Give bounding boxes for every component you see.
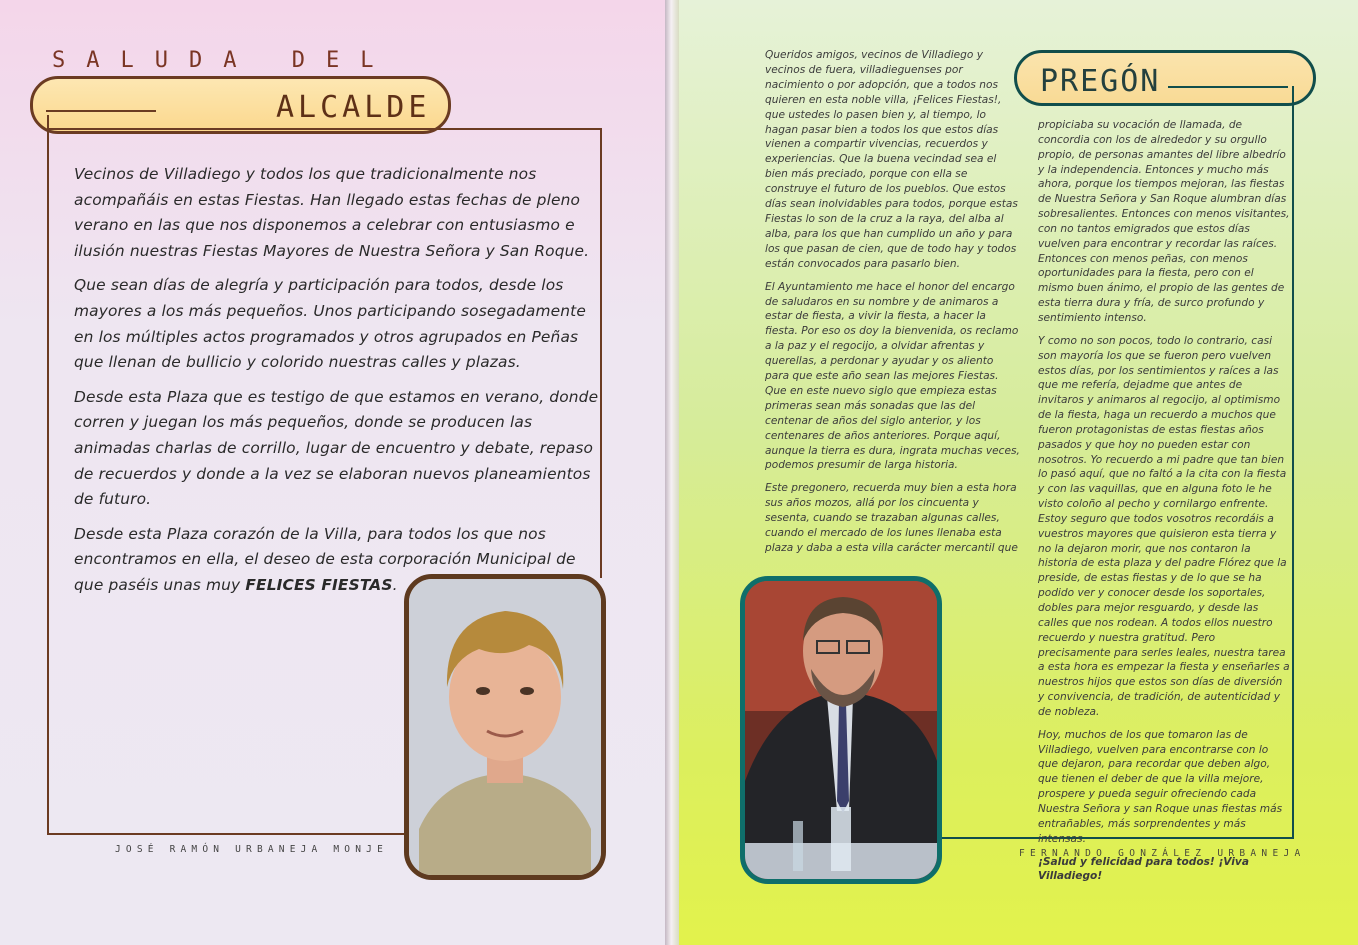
closing-period: . <box>392 575 398 594</box>
page-spine <box>665 0 679 945</box>
mayor-greeting-text <box>74 162 602 608</box>
pregon-title-rule <box>1168 86 1288 88</box>
section-title-main: ALCALDE <box>276 90 431 125</box>
text-frame-top <box>47 128 602 130</box>
paragraph: Hoy, muchos de los que tomaron las de Villadiego, vuelven para encontrarse con lo que dejaron, para recordar que deben algo, que tienen el deber de que la villa mejore, prospere y pueda seguir ofreciendo cada Nuestra Señora y san Roque unas fiestas más entrañables, más sorprendentes y más intensas. <box>1038 728 1283 845</box>
paragraph: Desde esta Plaza que es testigo de que estamos en verano, donde corren y juegan los más pequeños, donde se producen las animadas charlas de corrillo, lugar de encuentro y debate, repaso de recuerdos y donde a la vez se elaboran nuevos planeamientos de futuro. <box>74 387 599 509</box>
paragraph: propiciaba su vocación de llamada, de concordia con los de alrededor y su orgullo propio, de personas amantes del libre albedrío y la independencia. Entonces y mucho más ahora, porque los tiempos mejoran, las fiestas de Nuestra Señora y San Roque alumbran días sobresalientes. Entonces con menos visitantes, con no tantos emigrados que estos días vuelven para encontrar y recordar las raíces. Entonces con menos peñas, con menos oportunidades para la fiesta, pero con el mismo buen ánimo, el propio de las gentes de esta tierra dura y fría, de surco profundo y sentimiento intenso. <box>1038 119 1290 324</box>
paragraph: Queridos amigos, vecinos de Villadiego y vecinos de fuera, villadieguenses por nacimiento o por adopción, que a todos nos quieren en esta noble villa, ¡Felices Fiestas!, que ustedes lo pasen bien y, al tiempo, lo hagan pasar bien a todos los que estos días vienen a compartir vivencias, recuerdos y experiencias. Que la buena vecindad sea el bien más preciado, porque con ella se construye el futuro de los pueblos. Que estos días sean inolvidables para todos, porque estas Fiestas lo son de la cruz a la raya, del alba al alba, para los que han cumplido un año y para los que pasan de cien, que de todo hay y todos están convocados para pasarlo bien. <box>765 49 1018 270</box>
closing-text: Desde esta Plaza corazón de la Villa, para todos los que nos encontramos en ella, el deseo de esta corporación Municipal de que paséis unas muy <box>74 524 576 594</box>
speaker-portrait <box>740 576 942 884</box>
paragraph: Que sean días de alegría y participación para todos, desde los mayores a los más pequeños. Unos participando sosegadamente en los múltiples actos programados y otros agrupados en Peñas que llenan de bullicio y colorido nuestras calles y plazas. <box>74 276 586 372</box>
felices-fiestas: FELICES FIESTAS <box>245 575 393 594</box>
speaker-name-caption: FERNANDO GONZÁLEZ URBANEJA <box>1019 848 1306 859</box>
pregon-title: PREGÓN <box>1040 64 1161 99</box>
paragraph: Y como no son pocos, todo lo contrario, casi son mayoría los que se fueron pero vuelven estos días, por los sentimientos y raíces a las que me refería, dejadme que antes de invitaros y animaros al regocijo, al optimismo de la fiesta, haga un recuerdo a muchos que fueron protagonistas de estas fiestas años pasados y que hoy no pueden estar con nosotros. Yo recuerdo a mi padre que tan bien lo pasó aquí, que no faltó a la cita con la fiesta y con las vaquillas, que en alguna foto le he visto coloño al pecho y cornilargo enfrente. Estoy seguro que todos vosotros recordáis a vuestros mayores que quisieron esta tierra y no la dejaron morir, que nos contaron la historia de esta plaza y del padre Flórez que la preside, de estas fiestas y de lo que se ha podido ver y conocer desde los soportales, dobles para mejor resguardo, y desde las calles que nos rodean. A todos ellos nuestro recuerdo y nuestra gratitud. Pero precisamente para serles leales, nuestra tarea a esta hora es empezar la fiesta y enseñarles a nuestros hijos que estos son días de diversión y convivencia, de tradición, de autenticidad y de nobleza. <box>1038 334 1290 718</box>
mayor-portrait <box>404 574 606 880</box>
closing-cheer: ¡Salud y felicidad para todos! ¡Viva Villadiego! <box>1038 855 1249 883</box>
paragraph: El Ayuntamiento me hace el honor del encargo de saludaros en su nombre y de animaros a estar de fiesta, a vivir la fiesta, a hacer la fiesta. Por eso os doy la bienvenida, os reclamo a la paz y el regocijo, a olvidar afrentas y querellas, a perdonar y ayudar y os aliento para que este año sean las mejores Fiestas. Que en este nuevo siglo que empieza estas primeras sean más sonadas que las del centenar de años del siglo anterior, y los centenares de años anteriores. Porque aquí, aunque la tierra es dura, ingrata muchas veces, podemos presumir de larga historia. <box>765 280 1020 472</box>
mayor-name-caption: JOSÉ RAMÓN URBANEJA MONJE <box>115 844 388 855</box>
title-banner-rule <box>46 110 156 112</box>
paragraph: Este pregonero, recuerda muy bien a esta hora sus años mozos, allá por los cincuenta y sesenta, cuando se trazaban algunas calles, cuando el mercado de los lunes llenaba esta plaza y daba a esta villa carácter mercantil que <box>765 482 1018 554</box>
pregon-column-2 <box>1038 118 1290 892</box>
right-frame-right <box>1292 86 1294 838</box>
paragraph: Vecinos de Villadiego y todos los que tradicionalmente nos acompañáis en estas Fiestas. Han llegado estas fechas de pleno verano en las que nos disponemos a celebrar con entusiasmo e ilusión nuestras Fiestas Mayores de Nuestra Señora y San Roque. <box>74 165 590 260</box>
section-title-top: SALUDA DEL <box>52 48 395 73</box>
pregon-column-1 <box>765 48 1020 564</box>
